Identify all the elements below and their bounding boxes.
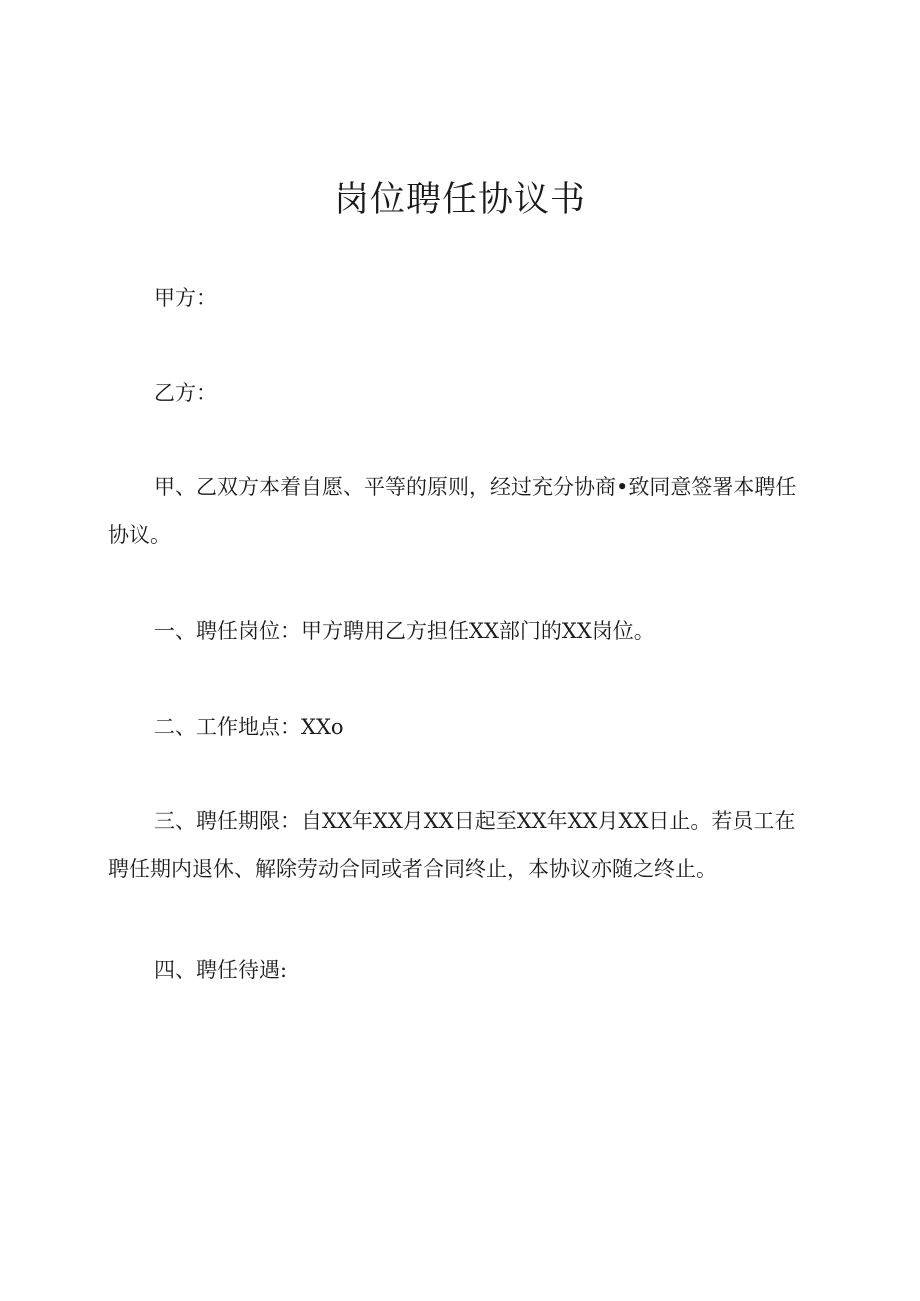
clause-term: 三、聘任期限：自XX年XX月XX日起至XX年XX月XX日止。若员工在聘任期内退休、解除劳动合同或者合同终止，本协议亦随之终止。	[108, 809, 796, 881]
party-b-line: 乙方：	[154, 381, 217, 405]
clause-position: 一、聘任岗位：甲方聘用乙方担任XX部门的XX岗位。	[154, 619, 655, 643]
document-title: 岗位聘任协议书	[333, 180, 586, 220]
clause-location: 二、工作地点：XXo	[154, 715, 344, 739]
clause-benefits: 四、聘任待遇:	[154, 958, 288, 982]
intro-paragraph: 甲、乙双方本着自愿、平等的原则，经过充分协商•致同意签署本聘任协议。	[108, 475, 797, 547]
party-a-line: 甲方：	[154, 286, 217, 310]
